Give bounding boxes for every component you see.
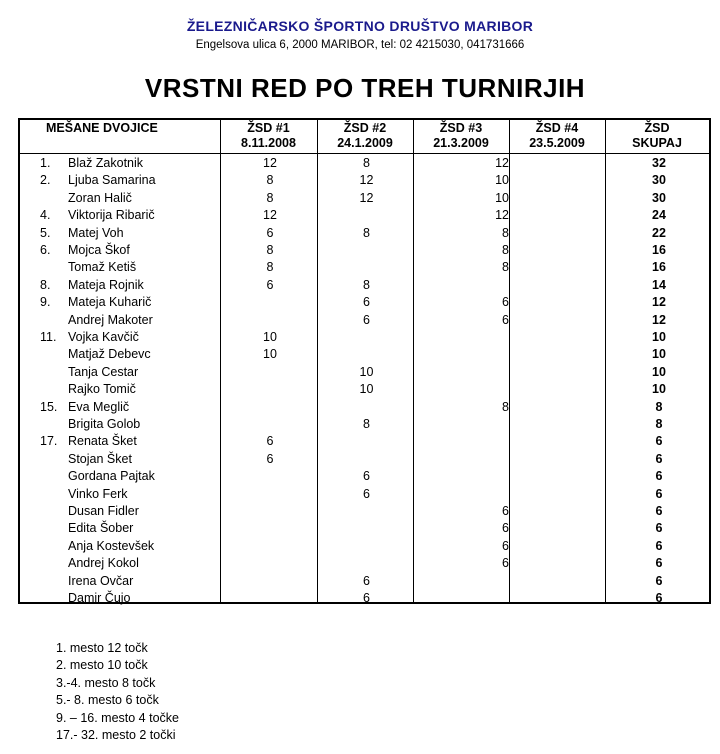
table-row	[20, 399, 709, 416]
table-row	[20, 573, 709, 590]
column-header-date: SKUPAJ	[632, 136, 682, 150]
column-header-t2	[317, 121, 413, 151]
cell-t3: 8	[502, 225, 509, 240]
cell-t1: 12	[263, 156, 277, 170]
cell-t1: 10	[263, 330, 277, 344]
cell-t3: 12	[495, 156, 509, 170]
cell-name: Vinko Ferk	[68, 486, 128, 501]
organization-address: Engelsova ulica 6, 2000 MARIBOR, tel: 02 4215030, 041731666	[195, 39, 525, 51]
cell-name: Rajko Tomič	[68, 382, 136, 397]
cell-total: 6	[655, 591, 663, 605]
cell-t2: 6	[363, 312, 370, 327]
table-row	[20, 207, 709, 224]
cell-total: 8	[655, 417, 663, 431]
cell-total: 22	[652, 225, 666, 240]
cell-t3: 6	[502, 504, 509, 518]
cell-t2: 6	[363, 295, 370, 310]
cell-t1: 8	[266, 243, 274, 257]
cell-total: 12	[652, 295, 666, 310]
column-header-pairs	[46, 121, 196, 136]
cell-t2: 8	[363, 277, 370, 292]
cell-t2: 10	[359, 364, 374, 379]
cell-total: 10	[652, 347, 666, 362]
cell-name: Dusan Fidler	[68, 504, 139, 518]
cell-t3: 6	[502, 295, 509, 310]
cell-name: Tanja Cestar	[68, 364, 139, 379]
cell-name: Brigita Golob	[68, 417, 141, 431]
table-row	[20, 520, 709, 537]
cell-t1: 8	[266, 260, 274, 275]
table-row	[20, 538, 709, 555]
column-header-t3	[413, 121, 509, 151]
table-row	[20, 190, 709, 207]
cell-total: 10	[652, 364, 666, 379]
cell-total: 24	[652, 208, 666, 223]
cell-total: 10	[652, 330, 666, 344]
cell-rank: 15.	[40, 399, 58, 414]
cell-rank: 17.	[40, 434, 58, 449]
cell-name: Anja Kostevšek	[68, 538, 155, 553]
cell-t2: 12	[359, 190, 374, 205]
cell-total: 6	[655, 434, 663, 449]
cell-name: Edita Šober	[68, 521, 134, 536]
cell-t3: 10	[495, 173, 509, 188]
cell-name: Tomaž Ketiš	[68, 260, 137, 275]
standings-table	[18, 118, 711, 604]
cell-rank: 6.	[40, 243, 51, 257]
cell-t3: 8	[502, 243, 509, 257]
cell-name: Viktorija Ribarič	[68, 208, 155, 223]
legend-line: 1. mesto 12 točk	[56, 641, 148, 655]
cell-total: 16	[652, 260, 666, 275]
table-row	[20, 242, 709, 259]
table-row	[20, 155, 709, 172]
cell-total: 10	[652, 382, 666, 397]
cell-total: 6	[655, 451, 663, 466]
cell-total: 12	[652, 312, 666, 327]
legend-line: 2. mesto 10 točk	[56, 658, 148, 673]
legend-line: 3.-4. mesto 8 točk	[56, 675, 156, 690]
cell-name: Damir Čujo	[68, 591, 131, 605]
table-row	[20, 503, 709, 520]
table-row	[20, 259, 709, 276]
cell-t3: 6	[502, 538, 509, 553]
organization-name: ŽELEZNIČARSKO ŠPORTNO DRUŠTVO MARIBOR	[186, 18, 534, 34]
column-header-date: 8.11.2008	[241, 136, 296, 150]
cell-t2: 6	[363, 591, 370, 605]
page-title: VRSTNI RED PO TREH TURNIRJIH	[144, 73, 586, 103]
cell-total: 6	[655, 521, 663, 536]
cell-total: 14	[652, 277, 666, 292]
cell-total: 6	[655, 538, 663, 553]
column-header-label: ŽSD	[644, 121, 670, 135]
cell-t3: 6	[502, 312, 509, 327]
table-row	[20, 381, 709, 398]
cell-t2: 8	[363, 225, 370, 240]
cell-rank: 9.	[40, 295, 51, 310]
table-row	[20, 416, 709, 433]
column-header-total	[605, 121, 709, 151]
cell-t2: 6	[363, 486, 370, 501]
cell-rank: 2.	[40, 173, 51, 188]
cell-t1: 6	[266, 277, 274, 292]
column-header-label: ŽSD #1	[247, 121, 290, 135]
cell-t2: 8	[363, 417, 370, 431]
cell-name: Andrej Makoter	[68, 312, 153, 327]
table-row	[20, 590, 709, 607]
table-row	[20, 364, 709, 381]
cell-t3: 10	[495, 190, 509, 205]
cell-name: Eva Meglič	[68, 399, 130, 414]
cell-name: Gordana Pajtak	[68, 469, 155, 484]
cell-rank: 11.	[40, 330, 57, 344]
table-row	[20, 312, 709, 329]
cell-t1: 8	[266, 190, 274, 205]
cell-t3: 6	[502, 556, 509, 571]
cell-t1: 6	[266, 225, 274, 240]
table-row	[20, 225, 709, 242]
table-row	[20, 172, 709, 189]
cell-name: Andrej Kokol	[68, 556, 139, 571]
cell-name: Irena Ovčar	[68, 573, 134, 588]
cell-t1: 8	[266, 173, 274, 188]
table-row	[20, 555, 709, 572]
legend-line: 17.- 32. mesto 2 točki	[56, 728, 176, 743]
table-row	[20, 277, 709, 294]
cell-t3: 6	[502, 521, 509, 536]
cell-total: 6	[655, 504, 663, 518]
cell-t2: 10	[359, 382, 374, 397]
cell-t2: 6	[363, 469, 370, 484]
table-row	[20, 451, 709, 468]
cell-total: 16	[652, 243, 666, 257]
cell-total: 30	[652, 190, 666, 205]
cell-total: 6	[655, 469, 663, 484]
column-header-label: ŽSD #3	[439, 121, 483, 135]
cell-total: 8	[655, 399, 663, 414]
cell-name: Matjaž Debevc	[68, 347, 151, 362]
table-row	[20, 329, 709, 346]
column-header-t1	[220, 121, 317, 151]
column-header-date: 21.3.2009	[433, 136, 489, 150]
cell-name: Matej Voh	[68, 225, 124, 240]
cell-t2: 6	[363, 573, 370, 588]
cell-total: 30	[652, 173, 666, 188]
cell-name: Mateja Kuharič	[68, 295, 152, 310]
table-row	[20, 346, 709, 363]
column-header-label: MEŠANE DVOJICE	[46, 121, 158, 135]
cell-t3: 8	[502, 399, 509, 414]
cell-t1: 6	[266, 451, 274, 466]
table-row	[20, 433, 709, 450]
cell-total: 6	[655, 556, 663, 571]
column-header-t4	[509, 121, 605, 151]
column-header-label: ŽSD #4	[535, 121, 579, 135]
column-header-date: 24.1.2009	[337, 136, 393, 150]
cell-rank: 1.	[40, 156, 51, 170]
header-divider	[20, 153, 709, 154]
table-row	[20, 468, 709, 485]
cell-total: 6	[655, 573, 663, 588]
cell-t2: 12	[359, 173, 374, 188]
cell-name: Zoran Halič	[68, 190, 132, 205]
cell-t3: 12	[495, 208, 509, 223]
cell-name: Renata Šket	[68, 434, 137, 449]
cell-t1: 6	[266, 434, 274, 449]
legend-line: 9. – 16. mesto 4 točke	[56, 710, 179, 725]
table-row	[20, 486, 709, 503]
cell-name: Mateja Rojnik	[68, 277, 144, 292]
legend-line: 5.- 8. mesto 6 točk	[56, 693, 159, 708]
cell-name: Stojan Šket	[68, 451, 132, 466]
cell-name: Blaž Zakotnik	[68, 156, 144, 170]
cell-name: Vojka Kavčič	[68, 330, 139, 344]
table-row	[20, 294, 709, 311]
cell-rank: 8.	[40, 277, 51, 292]
cell-name: Ljuba Samarina	[68, 173, 156, 188]
cell-t1: 12	[263, 208, 277, 223]
column-header-label: ŽSD #2	[343, 121, 387, 135]
cell-t1: 10	[263, 347, 277, 362]
column-header-date: 23.5.2009	[529, 136, 585, 150]
cell-total: 32	[652, 156, 666, 170]
cell-total: 6	[655, 486, 663, 501]
cell-rank: 5.	[40, 225, 51, 240]
cell-name: Mojca Škof	[68, 243, 130, 257]
cell-t3: 8	[502, 260, 509, 275]
cell-rank: 4.	[40, 208, 51, 223]
points-legend	[56, 640, 179, 744]
cell-t2: 8	[363, 156, 370, 170]
